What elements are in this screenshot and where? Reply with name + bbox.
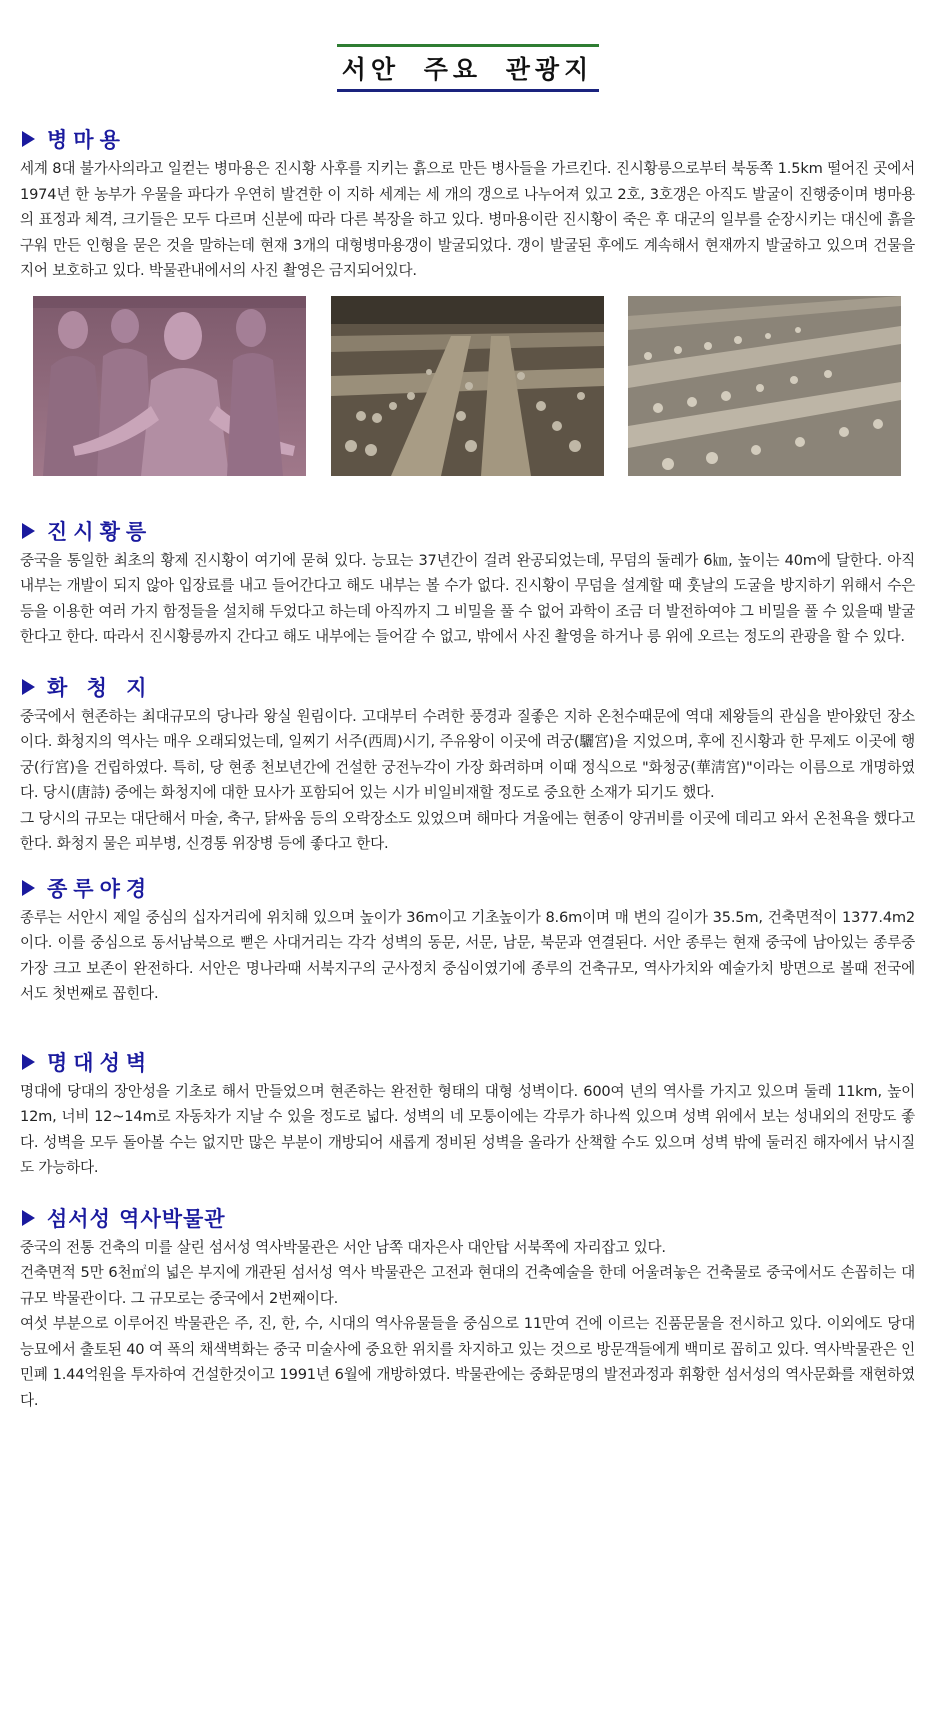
section-huaqing-pool — [20, 672, 915, 857]
section-heading — [20, 1047, 915, 1077]
section-terracotta — [20, 124, 915, 476]
section-paragraph: 건축면적 5만 6천㎡의 넓은 부지에 개관된 섬서성 역사 박물관은 고전과 현대의 건축예술을 한데 어울려놓은 건축물로 중국에서도 손꼽히는 대규모 박물관이다. 그 규모로는 중국에서 2번째이다. — [20, 1264, 915, 1307]
triangle-bullet-icon — [22, 880, 35, 896]
section-paragraph: 여섯 부분으로 이루어진 박물관은 주, 진, 한, 수, 시대의 역사유물들을 중심으로 11만여 건에 이르는 진품문물을 전시하고 있다. 이외에도 당대 능묘에서 출토된 40 여 폭의 채색벽화는 중국 미술사에 중요한 위치를 차지하고 있는 것으로 방문객들에게 백미로 꼽히고 있다. 역사박물관은 인민폐 1.44억원을 투자하여 건설한것이고 1991년 6월에 개방하였다. 박물관에는 중화문명의 발전과정과 휘황한 섬서성의 역사문화를 재현하였다. — [20, 1315, 915, 1409]
triangle-bullet-icon — [22, 131, 35, 147]
section-paragraph: 종루는 서안시 제일 중심의 십자거리에 위치해 있으며 높이가 36m이고 기초높이가 8.6m이며 매 변의 길이가 35.5m, 건축면적이 1377.4m2이다. 이를 중심으로 동서남북으로 뻗은 사대거리는 각각 성벽의 동문, 서문, 남문, 북문과 연결된다. 서안 종루는 현재 중국에 남아있는 종루중 가장 크고 보존이 완전하다. 서안은 명나라때 서북지구의 군사정치 중심이였기에 종루의 건축규모, 역사가치와 예술가치 방면으로 볼때 전국에서도 첫번째로 꼽힌다. — [20, 908, 915, 1002]
photo-row — [33, 296, 901, 476]
section-paragraph: 중국에서 현존하는 최대규모의 당나라 왕실 원림이다. 고대부터 수려한 풍경과 질좋은 지하 온천수때문에 역대 제왕들의 관심을 받아왔던 장소이다. 화청지의 역사는 매우 오래되었는데, 일찌기 서주(西周)시기, 주유왕이 이곳에 려궁(驪宮)을 지었으며, 후에 진시황과 한 무제도 이곳에 행궁(行宮)을 건립하였다. 특히, 당 현종 천보년간에 건설한 궁전누각이 가장 화려하며 이때 정식으로 "화청궁(華淸宮)"이라는 이름으로 개명하였다. 당시(唐詩) 중에는 화청지에 대한 묘사가 포함되어 있는 시가 비일비재할 정도로 중요한 소재가 되기도 했다. — [20, 707, 915, 801]
triangle-bullet-icon — [22, 523, 35, 539]
section-paragraph: 명대에 당대의 장안성을 기초로 해서 만들었으며 현존하는 완전한 형태의 대형 성벽이다. 600여 년의 역사를 가지고 있으며 둘레 11km, 높이 12m, 너비 12~14m로 자동차가 지날 수 있을 정도로 넓다. 성벽의 네 모퉁이에는 각루가 하나씩 있으며 성벽 위에서 보는 성내외의 전망도 좋다. 성벽을 모두 돌아볼 수는 없지만 많은 부분이 개방되어 새롭게 정비된 성벽을 올라가 산책할 수도 있으며 성벽 밖에 둘러진 해자에서 낚시질도 가능하다. — [20, 1082, 915, 1176]
section-heading — [20, 672, 915, 702]
section-title: 병마용 — [47, 128, 126, 152]
section-paragraph: 그 당시의 규모는 대단해서 마술, 축구, 닭싸움 등의 오락장소도 있었으며 해마다 겨울에는 현종이 양귀비를 이곳에 데리고 와서 온천욕을 했다고 한다. 화청지 물은 피부병, 신경통 위장병 등에 좋다고 한다. — [20, 809, 915, 852]
photo-terracotta-pit-overview — [628, 296, 901, 476]
section-paragraph: 세계 8대 불가사의라고 일컫는 병마용은 진시황 사후를 지키는 흙으로 만든 병사들을 가르킨다. 진시황릉으로부터 북동쪽 1.5km 떨어진 곳에서 1974년 한 농부가 우물을 파다가 우연히 발견한 이 지하 세계는 세 개의 갱으로 나누어져 있고 2호, 3호갱은 아직도 발굴이 진행중이며 병마용의 표정과 체격, 크기들은 모두 다르며 신분에 따라 다른 복장을 하고 있다. 병마용이란 진시황이 죽은 후 대군의 일부를 순장시키는 대신에 흙을 구워 만든 인형을 묻은 것을 말하는데 현재 3개의 대형병마용갱이 발굴되었다. 갱이 발굴된 후에도 계속해서 현재까지 발굴하고 있으며 건물을 지어 보호하고 있다. 박물관내에서의 사진 촬영은 금지되어있다. — [20, 160, 915, 279]
triangle-bullet-icon — [22, 679, 35, 695]
page-title: 서안 주요 관광지 — [341, 55, 594, 84]
section-title: 명대성벽 — [47, 1050, 153, 1075]
photo-terracotta-pit-rows — [331, 296, 604, 476]
triangle-bullet-icon — [22, 1210, 35, 1226]
section-heading — [20, 1203, 915, 1233]
section-title: 섬서성 역사박물관 — [47, 1206, 226, 1231]
section-bell-tower — [20, 873, 915, 1007]
title-box — [337, 44, 599, 92]
section-paragraph: 중국을 통일한 최초의 황제 진시황이 여기에 묻혀 있다. 능묘는 37년간이 걸려 완공되었는데, 무덤의 둘레가 6㎞, 높이는 40m에 달한다. 아직 내부는 개발이 되지 않아 입장료를 내고 들어간다고 해도 내부는 볼 수가 없다. 진시황이 무덤을 설계할 때 훗날의 도굴을 방지하기 위해서 수은 등을 이용한 여러 가지 함정들을 설치해 두었다고 하는데 아직까지 그 비밀을 풀 수 없어 과학이 조금 더 발전하여야 그 비밀을 풀 수 있을때 발굴한다고 한다. 따라서 진시황릉까지 간다고 해도 내부에는 들어갈 수 없고, 밖에서 사진 촬영을 하거나 릉 위에 오르는 정도의 관광을 할 수 있다. — [20, 551, 915, 645]
section-heading — [20, 516, 915, 546]
triangle-bullet-icon — [22, 1054, 35, 1070]
photo-terracotta-warriors-closeup — [33, 296, 306, 476]
section-title: 화 청 지 — [47, 675, 153, 700]
section-shaanxi-history-museum — [20, 1203, 915, 1414]
section-ming-city-wall — [20, 1047, 915, 1181]
section-title: 진시황릉 — [47, 519, 153, 544]
title-area — [20, 0, 915, 98]
section-heading — [20, 873, 915, 903]
section-heading — [20, 124, 915, 154]
section-title: 종루야경 — [47, 876, 153, 901]
section-paragraph: 중국의 전통 건축의 미를 살린 섬서성 역사박물관은 서안 남쪽 대자은사 대안탑 서북쪽에 자리잡고 있다. — [20, 1238, 666, 1256]
section-qin-mausoleum — [20, 516, 915, 650]
